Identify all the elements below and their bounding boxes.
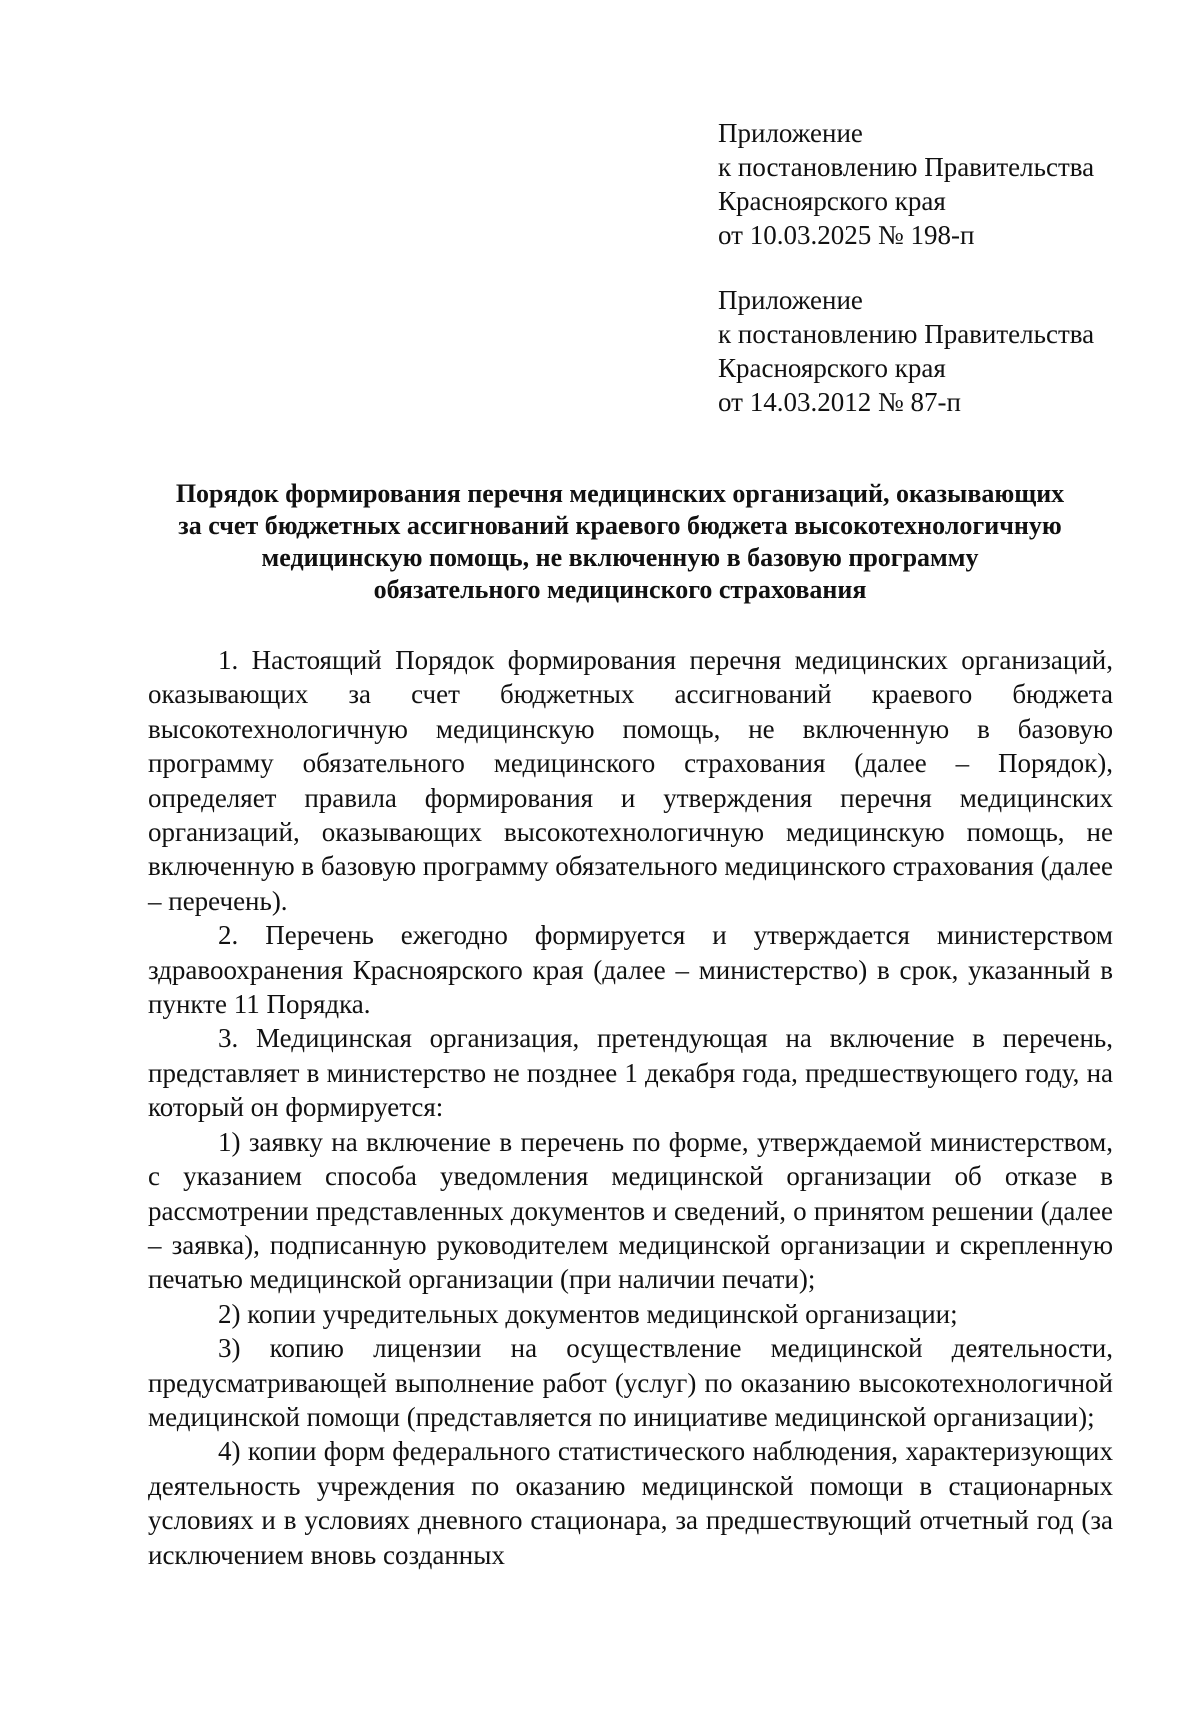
appendix-region: Красноярского края <box>718 353 946 383</box>
appendix-resolution-ref: к постановлению Правительства <box>718 152 1095 182</box>
title-line-2: за счет бюджетных ассигнований краевого бюджета высокотехнологичную <box>178 511 1062 540</box>
list-item-1: 1) заявку на включение в перечень по форме, утверждаемой министерством, с указанием способа уведомления медицинской организации об отказе в рассмотрении представленных документов и сведений, о принятом решении (далее – заявка), подписанную руководителем медицинской организации и скрепленную печатью медицинской организации (при наличии печати); <box>148 1126 1113 1295</box>
appendix-resolution-ref: к постановлению Правительства <box>718 319 1095 349</box>
appendix-header-original <box>718 283 1158 419</box>
paragraph-2: 2. Перечень ежегодно формируется и утверждается министерством здравоохранения Красноярского края (далее – министерство) в срок, указанный в пункте 11 Порядка. <box>148 920 1113 1020</box>
list-item-2: 2) копии учредительных документов медицинской организации; <box>218 1298 958 1329</box>
title-line-4: обязательного медицинского страхования <box>373 575 867 604</box>
appendix-date-number: от 14.03.2012 № 87-п <box>718 387 961 417</box>
title-line-1: Порядок формирования перечня медицинских организаций, оказывающих <box>175 479 1065 508</box>
paragraph-1: 1. Настоящий Порядок формирования перечня медицинских организаций, оказывающих за счет бюджетных ассигнований краевого бюджета высокотехнологичную медицинскую помощь, не включенную в базовую программу обязательного медицинского страхования (далее – Порядок), определяет правила формирования и утверждения перечня медицинских организаций, оказывающих высокотехнологичную медицинскую помощь, не включенную в базовую программу обязательного медицинского страхования (далее – перечень). <box>148 645 1113 916</box>
appendix-region: Красноярского края <box>718 186 946 216</box>
title-line-3: медицинскую помощь, не включенную в базовую программу <box>261 543 979 572</box>
paragraph-3: 3. Медицинская организация, претендующая на включение в перечень, представляет в министерство не позднее 1 декабря года, предшествующего году, на который он формируется: <box>148 1023 1113 1123</box>
document-title <box>120 478 1120 606</box>
appendix-label: Приложение <box>718 285 863 315</box>
appendix-date-number: от 10.03.2025 № 198-п <box>718 220 975 250</box>
appendix-label: Приложение <box>718 118 863 148</box>
appendix-header-current <box>718 116 1158 252</box>
document-body <box>148 643 1113 1572</box>
list-item-4: 4) копии форм федерального статистического наблюдения, характеризующих деятельность учреждения по оказанию медицинской помощи в стационарных условиях и в условиях дневного стационара, за предшествующий отчетный год (за исключением вновь созданных <box>148 1436 1113 1570</box>
list-item-3: 3) копию лицензии на осуществление медицинской деятельности, предусматривающей выполнение работ (услуг) по оказанию высокотехнологичной медицинской помощи (представляется по инициативе медицинской организации); <box>148 1333 1113 1432</box>
